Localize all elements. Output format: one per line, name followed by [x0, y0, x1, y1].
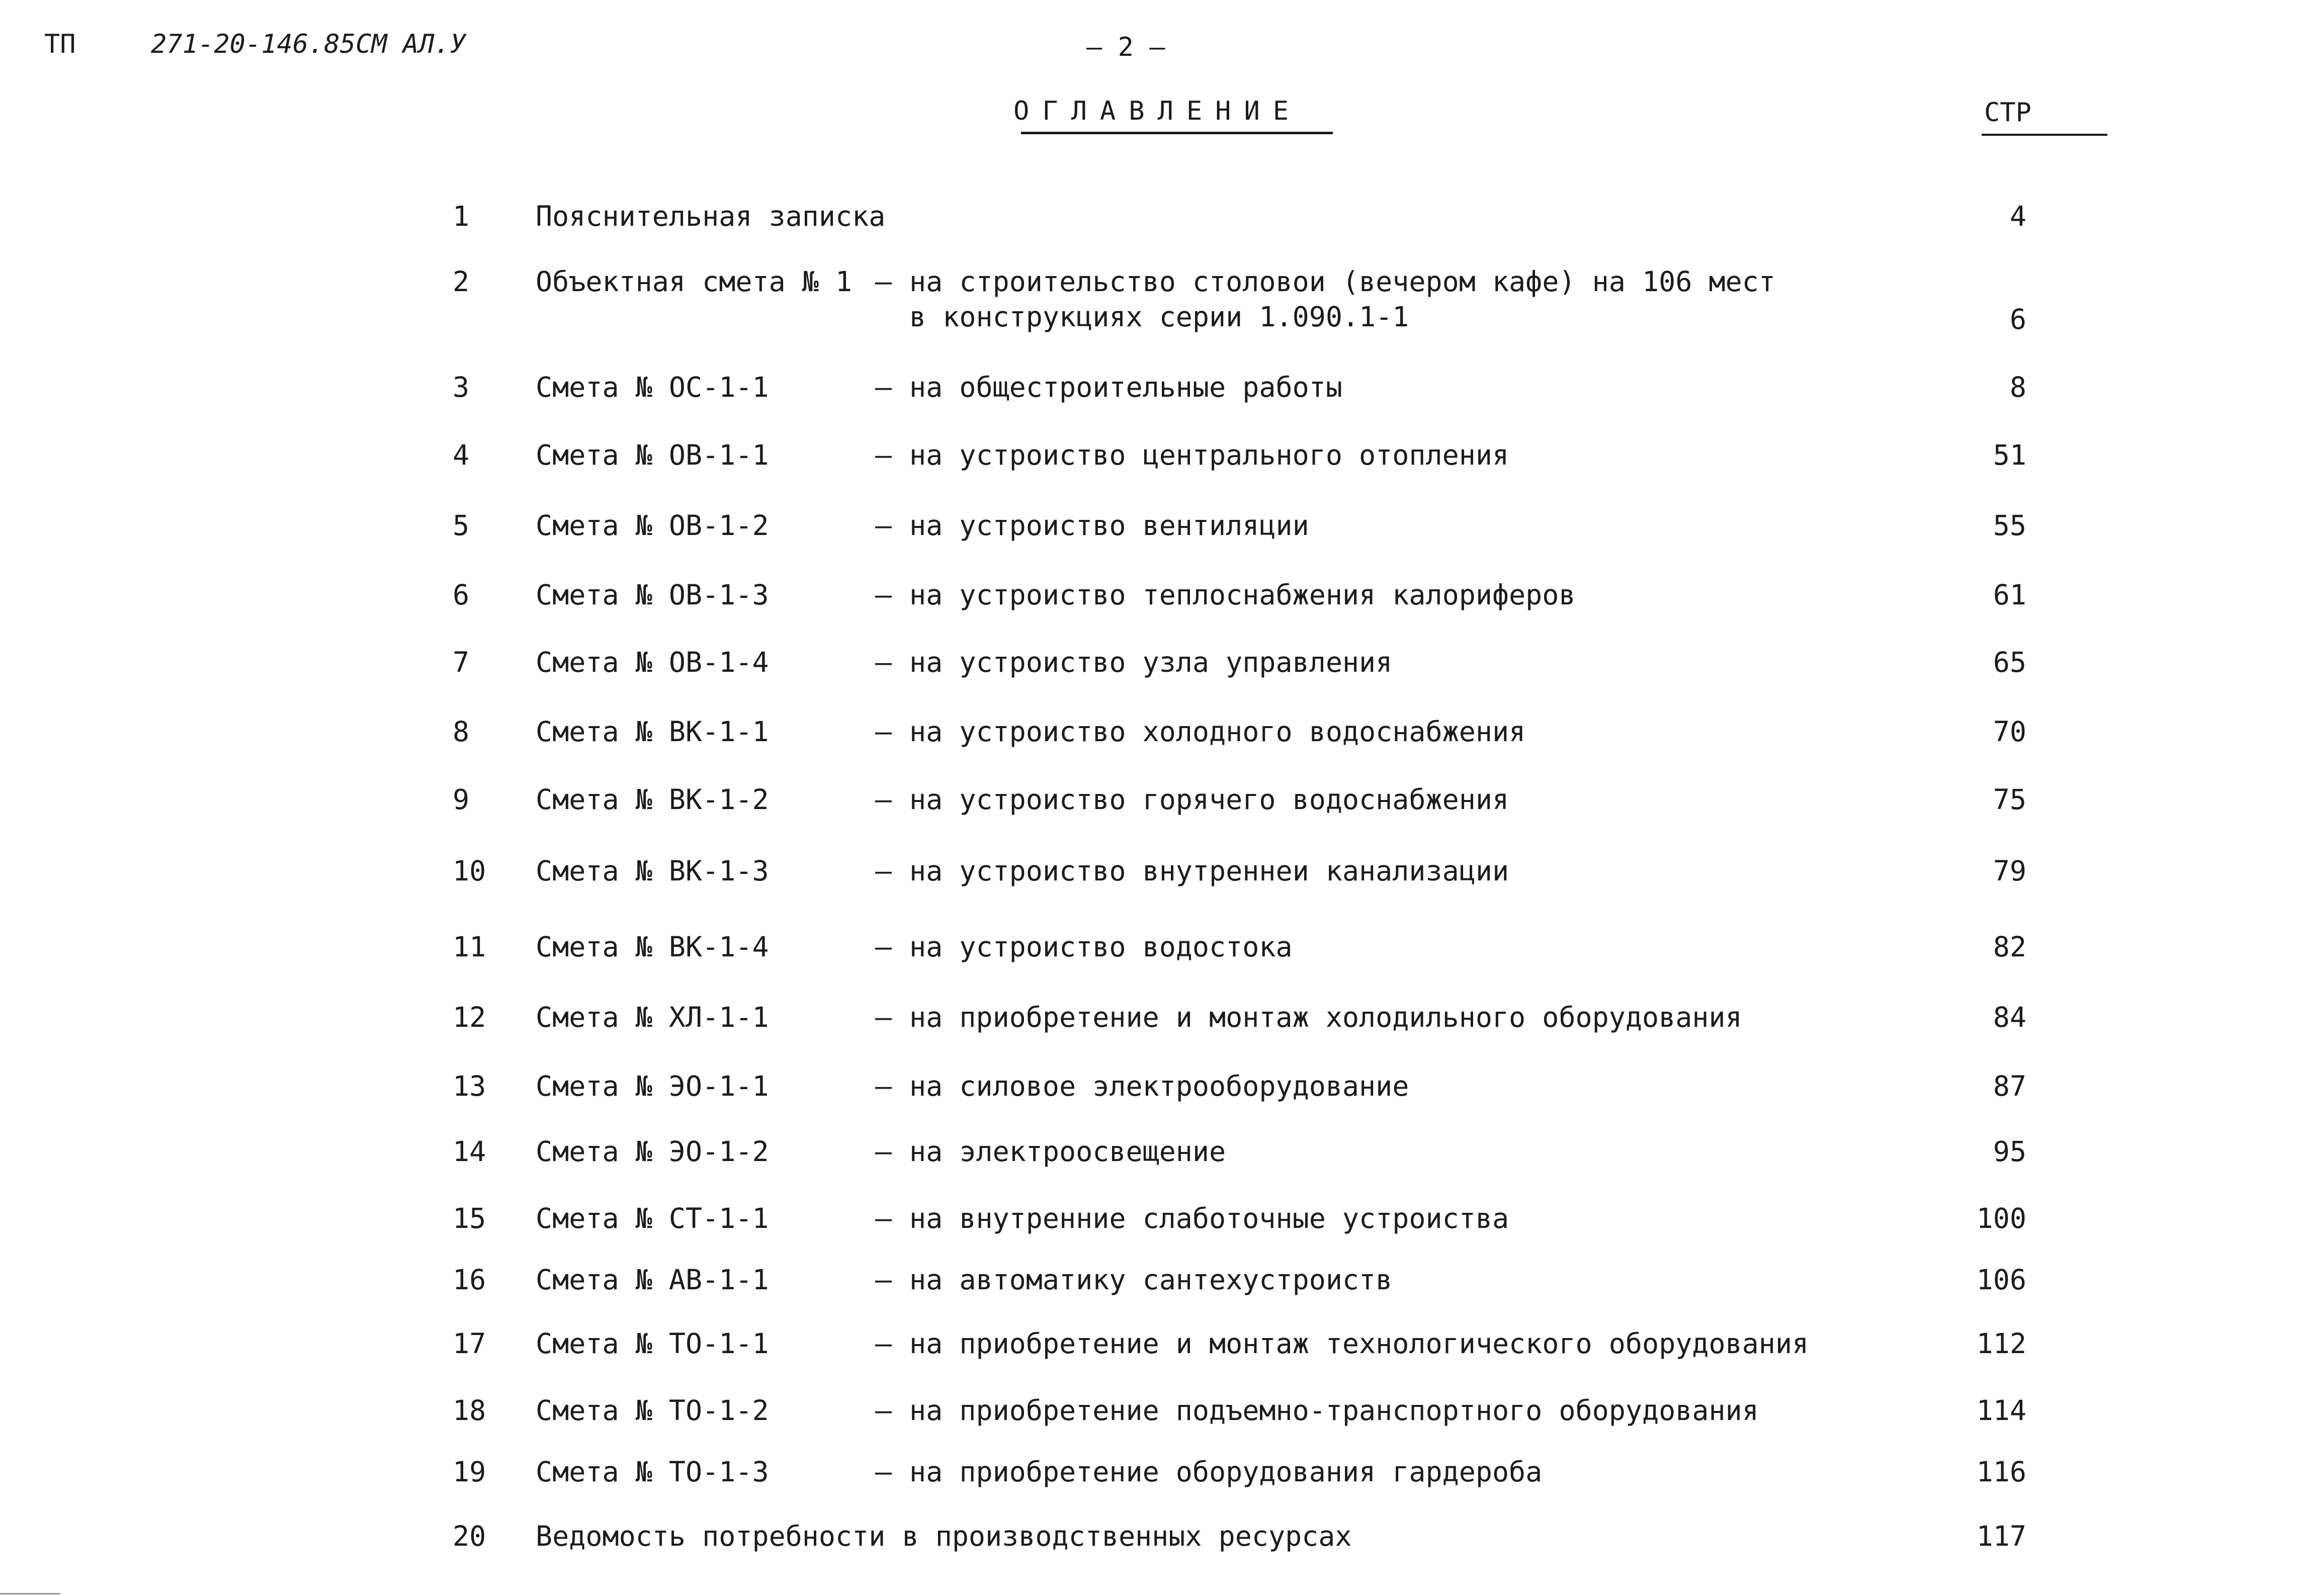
- toc-row-page: 65: [1993, 646, 2026, 678]
- toc-row-number: 7: [453, 646, 470, 678]
- toc-row-name: Ведомость потребности в производственных ресурсах: [536, 1520, 1352, 1552]
- toc-row-description: на приобретение и монтаж холодильного оборудования: [909, 1001, 1742, 1033]
- toc-row-description: на автоматику сантехустроиств: [909, 1264, 1393, 1296]
- toc-row-page: 51: [1993, 439, 2026, 471]
- toc-row-name: Смета № ВК-1-1: [536, 716, 769, 748]
- toc-row-number: 1: [453, 200, 470, 232]
- toc-row-number: 5: [453, 509, 470, 542]
- toc-row-page: 116: [1976, 1456, 2026, 1488]
- toc-row-dash: –: [875, 1001, 892, 1033]
- toc-row-description: на устроиство центрального отопления: [909, 439, 1509, 471]
- toc-row-name: Смета № ЭО-1-2: [536, 1135, 769, 1168]
- toc-row-description: на устроиство вентиляции: [909, 509, 1309, 542]
- toc-row-description: на электроосвещение: [909, 1135, 1226, 1168]
- toc-row-description-line2: в конструкциях серии 1.090.1-1: [909, 301, 1409, 333]
- toc-row-description: на силовое электрооборудование: [909, 1070, 1409, 1102]
- toc-row-dash: –: [875, 1456, 892, 1488]
- toc-row-dash: –: [875, 646, 892, 678]
- toc-row-name: Смета № ТО-1-2: [536, 1394, 769, 1427]
- toc-row-description: на внутренние слаботочные устроиства: [909, 1202, 1509, 1234]
- toc-row: [0, 1454, 2298, 1494]
- toc-row-number: 14: [453, 1135, 486, 1168]
- toc-row-number: 3: [453, 371, 470, 403]
- header-document-number: 271-20-146.85СМ АЛ.У: [151, 29, 466, 59]
- toc-row-page: 55: [1993, 509, 2026, 542]
- toc-row-dash: –: [875, 1070, 892, 1102]
- toc-row-number: 17: [453, 1327, 486, 1360]
- toc-row-number: 18: [453, 1394, 486, 1427]
- toc-row-dash: –: [875, 1327, 892, 1360]
- toc-row-page: 100: [1976, 1202, 2026, 1234]
- toc-row-page: 84: [1993, 1001, 2026, 1033]
- toc-row-name: Смета № ТО-1-3: [536, 1456, 769, 1488]
- toc-row: [0, 1326, 2298, 1366]
- toc-row-page: 61: [1993, 579, 2026, 611]
- toc-row-page: 70: [1993, 716, 2026, 748]
- toc-row-name: Смета № ОВ-1-4: [536, 646, 769, 678]
- toc-row: [0, 508, 2298, 548]
- toc-row-page: 82: [1993, 931, 2026, 963]
- toc-row-page: 87: [1993, 1070, 2026, 1102]
- toc-title: ОГЛАВЛЕНИЕ: [1013, 96, 1302, 126]
- scan-edge-mark: [0, 1593, 60, 1594]
- toc-row: [0, 1393, 2298, 1433]
- toc-row-description: на устроиство внутреннеи канализации: [909, 855, 1509, 887]
- toc-row-name: Смета № ХЛ-1-1: [536, 1001, 769, 1033]
- toc-row-description: на устроиство водостока: [909, 931, 1293, 963]
- toc-row-description: на приобретение и монтаж технологического оборудования: [909, 1327, 1809, 1360]
- toc-row-page: 79: [1993, 855, 2026, 887]
- toc-row-name: Смета № ТО-1-1: [536, 1327, 769, 1360]
- toc-row-description: на устроиство горячего водоснабжения: [909, 783, 1509, 816]
- toc-row-page: 106: [1976, 1264, 2026, 1296]
- toc-row: [0, 1069, 2298, 1109]
- toc-row-name: Смета № АВ-1-1: [536, 1264, 769, 1296]
- page-column-header: СТР: [1984, 98, 2031, 128]
- toc-row-description: на приобретение подъемно-транспортного оборудования: [909, 1394, 1759, 1427]
- toc-row-dash: –: [875, 931, 892, 963]
- toc-row-dash: –: [875, 509, 892, 542]
- toc-row-description: на устроиство холодного водоснабжения: [909, 716, 1526, 748]
- toc-row: [0, 370, 2298, 410]
- toc-row-description: на устроиство теплоснабжения калориферов: [909, 579, 1576, 611]
- toc-row-dash: –: [875, 716, 892, 748]
- toc-row-name: Смета № ОВ-1-2: [536, 509, 769, 542]
- toc-row-dash: –: [875, 783, 892, 816]
- toc-row-number: 9: [453, 783, 470, 816]
- header-code: ТП: [44, 29, 76, 59]
- toc-row: [0, 853, 2298, 894]
- toc-row-page: 75: [1993, 783, 2026, 816]
- toc-row-description: на строительство столовои (вечером кафе) на 106 мест: [909, 265, 1775, 298]
- toc-row-name: Смета № СТ-1-1: [536, 1202, 769, 1234]
- toc-row-dash: –: [875, 265, 892, 298]
- toc-row-dash: –: [875, 1264, 892, 1296]
- toc-row: [0, 1519, 2298, 1559]
- toc-row-number: 15: [453, 1202, 486, 1234]
- toc-row-number: 11: [453, 931, 486, 963]
- toc-row: [0, 1262, 2298, 1302]
- toc-row-number: 8: [453, 716, 470, 748]
- toc-row-page: 4: [2009, 200, 2026, 232]
- toc-row-dash: –: [875, 855, 892, 887]
- toc-row-page: 6: [2009, 303, 2026, 335]
- toc-row-name: Смета № ЭО-1-1: [536, 1070, 769, 1102]
- toc-row-description: на устроиство узла управления: [909, 646, 1393, 678]
- toc-row-number: 10: [453, 855, 486, 887]
- toc-row-number: 6: [453, 579, 470, 611]
- toc-row-number: 20: [453, 1520, 486, 1552]
- toc-row-description: на общестроительные работы: [909, 371, 1342, 403]
- toc-row: [0, 1000, 2298, 1040]
- header-page-number: – 2 –: [1086, 32, 1165, 62]
- toc-row: [0, 199, 2298, 239]
- toc-row: [0, 782, 2298, 822]
- toc-row-name: Смета № ОС-1-1: [536, 371, 769, 403]
- toc-row-name: Пояснительная записка: [536, 200, 886, 232]
- toc-row-number: 12: [453, 1001, 486, 1033]
- toc-row-page: 114: [1976, 1394, 2026, 1427]
- toc-row: [0, 714, 2298, 754]
- toc-row: [0, 929, 2298, 969]
- toc-row-name: Смета № ВК-1-2: [536, 783, 769, 816]
- toc-row-page: 95: [1993, 1135, 2026, 1168]
- toc-row-name: Объектная смета № 1: [536, 265, 853, 298]
- toc-row: [0, 437, 2298, 478]
- toc-row-name: Смета № ВК-1-3: [536, 855, 769, 887]
- toc-row-name: Смета № ВК-1-4: [536, 931, 769, 963]
- toc-row-dash: –: [875, 1394, 892, 1427]
- toc-row-name: Смета № ОВ-1-1: [536, 439, 769, 471]
- toc-row-number: 16: [453, 1264, 486, 1296]
- toc-row-dash: –: [875, 1135, 892, 1168]
- toc-row-number: 2: [453, 265, 470, 298]
- toc-row: [0, 1201, 2298, 1241]
- toc-row-page: 112: [1976, 1327, 2026, 1360]
- toc-row-page: 8: [2009, 371, 2026, 403]
- toc-row-dash: –: [875, 1202, 892, 1234]
- toc-row-dash: –: [875, 579, 892, 611]
- toc-row-description: на приобретение оборудования гардероба: [909, 1456, 1543, 1488]
- toc-row-page: 117: [1976, 1520, 2026, 1552]
- toc-row-name: Смета № ОВ-1-3: [536, 579, 769, 611]
- toc-row-dash: –: [875, 439, 892, 471]
- toc-row: [0, 264, 2298, 335]
- toc-row-dash: –: [875, 371, 892, 403]
- toc-row: [0, 577, 2298, 617]
- toc-row: [0, 645, 2298, 685]
- toc-row: [0, 1134, 2298, 1174]
- toc-row-number: 19: [453, 1456, 486, 1488]
- toc-row-number: 4: [453, 439, 470, 471]
- toc-row-number: 13: [453, 1070, 486, 1102]
